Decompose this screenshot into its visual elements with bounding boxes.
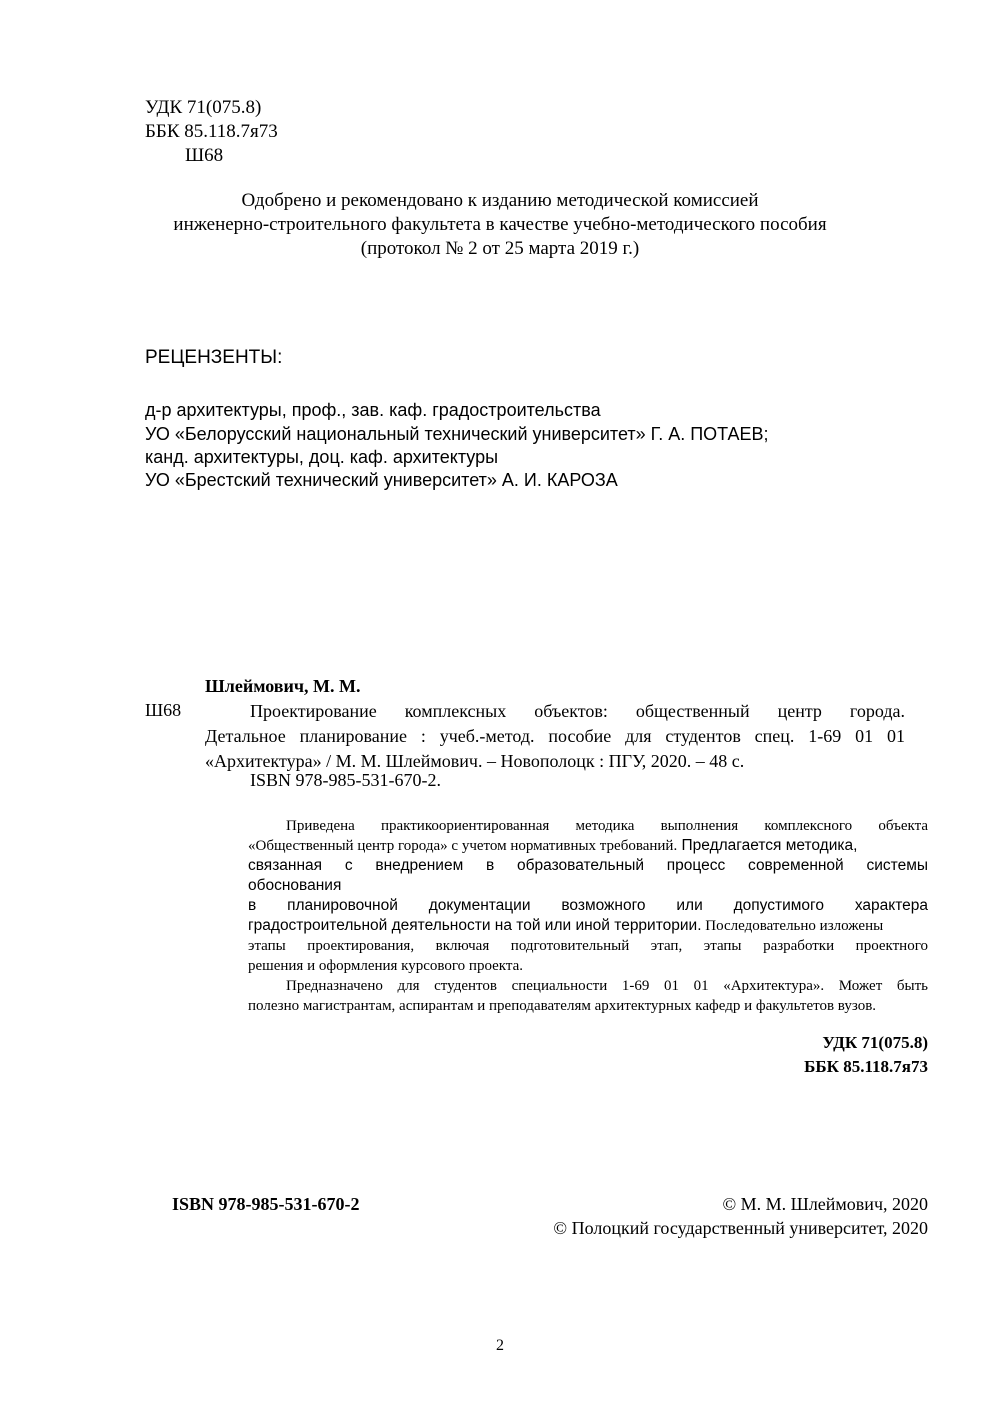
- catalog-description: [205, 699, 905, 774]
- approval-line-1: Одобрено и рекомендовано к изданию методической комиссией: [241, 190, 759, 211]
- annotation-line: полезно магистрантам, аспирантам и преподавателям архитектурных кафедр и факультетов вузов.: [248, 998, 877, 1014]
- annotation-fragment: «Общественный центр города» с учетом нормативных требований.: [248, 838, 678, 854]
- annotation-line: обоснования: [248, 877, 342, 894]
- approval-line-2: инженерно-строительного факультета в качестве учебно-методического пособия: [173, 214, 827, 235]
- udc-code: УДК 71(075.8): [145, 97, 262, 118]
- annotation-line: связанная с внедрением в образовательный процесс современной системы: [248, 857, 928, 874]
- isbn: ISBN 978-985-531-670-2: [172, 1194, 360, 1214]
- bbk-code: ББК 85.118.7я73: [145, 121, 278, 142]
- annotation-fragment: Последовательно изложены: [701, 918, 884, 934]
- annotation-line: Предназначено для студентов специальности 1-69 01 01 «Архитектура». Может быть: [286, 978, 928, 994]
- approval-line-3: (протокол № 2 от 25 марта 2019 г.): [360, 238, 640, 259]
- catalog-isbn: ISBN 978-985-531-670-2.: [250, 770, 441, 790]
- annotation-line: Приведена практикоориентированная методика выполнения комплексного объекта: [286, 818, 928, 834]
- classification-bbk: ББК 85.118.7я73: [804, 1057, 928, 1076]
- classification-udc: УДК 71(075.8): [822, 1033, 928, 1052]
- annotation-line: [248, 916, 928, 936]
- reviewer-line: УО «Белорусский национальный технический университет» Г. А. ПОТАЕВ;: [145, 424, 769, 444]
- catalog-line-3: «Архитектура» / М. М. Шлеймович. – Новополоцк : ПГУ, 2020. – 48 с.: [205, 751, 745, 771]
- catalog-code: Ш68: [145, 700, 182, 720]
- copyright-university: © Полоцкий государственный университет, 2020: [553, 1218, 928, 1238]
- copyright-author: © М. М. Шлеймович, 2020: [722, 1194, 928, 1214]
- annotation-line: в планировочной документации возможного или допустимого характера: [248, 897, 928, 914]
- annotation-fragment: градостроительной деятельности на той или иной территории.: [248, 917, 702, 934]
- page-number: 2: [496, 1337, 504, 1354]
- catalog-author: Шлеймович, М. М.: [205, 676, 361, 696]
- annotation-line: [248, 836, 928, 856]
- annotation: [248, 816, 928, 1016]
- reviewer-line: д-р архитектуры, проф., зав. каф. градостроительства: [145, 400, 601, 420]
- catalog-line-2: Детальное планирование : учеб.-метод. пособие для студентов спец. 1-69 01 01: [205, 726, 905, 746]
- annotation-line: этапы проектирования, включая подготовительный этап, этапы разработки проектного: [248, 938, 928, 954]
- author-mark: Ш68: [185, 145, 224, 166]
- reviewer-line: канд. архитектуры, доц. каф. архитектуры: [145, 447, 499, 467]
- annotation-line: решения и оформления курсового проекта.: [248, 958, 524, 974]
- annotation-fragment: Предлагается методика,: [677, 837, 858, 854]
- reviewer-line: УО «Брестский технический университет» А. И. КАРОЗА: [145, 470, 618, 490]
- catalog-line-1: Проектирование комплексных объектов: общественный центр города.: [250, 701, 905, 721]
- reviewers-heading: РЕЦЕНЗЕНТЫ:: [145, 347, 283, 368]
